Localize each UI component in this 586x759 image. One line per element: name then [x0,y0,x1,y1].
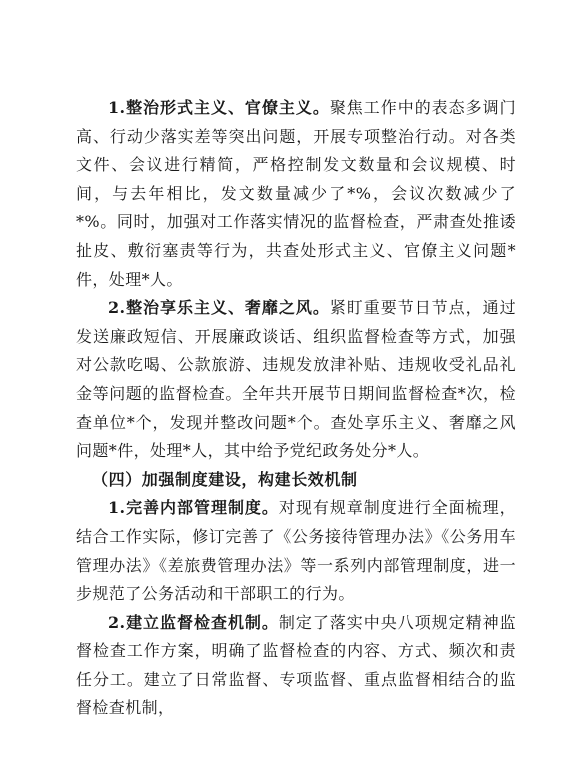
paragraph-hedonism [76,294,516,466]
paragraph-internal-management [76,494,516,608]
paragraph-heading: 1.完善内部管理制度。 [108,498,279,518]
paragraph-body: 对现有规章制度进行全面梳理，结合工作实际，修订完善了《公务接待管理办法》《公务用车管理办法》《差旅费管理办法》等一系列内部管理制度，进一步规范了公务活动和干部职工的行为。 [76,498,516,604]
paragraph-heading: 2.整治享乐主义、奢靡之风。 [108,298,330,318]
paragraph-heading: 1.整治形式主义、官僚主义。 [108,98,330,117]
paragraph-formalism [76,94,516,294]
document-page [76,94,516,723]
paragraph-body: 聚焦工作中的表态多调门高、行动少落实差等突出问题，开展专项整治行动。对各类文件、会议进行精简，严格控制发文数量和会议规模、时间，与去年相比，发文数量减少了*%，会议次数减少了*%。同时，加强对工作落实情况的监督检查，严肃查处推诿扯皮、敷衍塞责等行为，共查处形式主义、官僚主义问题*件，处理*人。 [76,98,516,289]
paragraph-supervision-mechanism [76,609,516,723]
paragraph-body: 紧盯重要节日节点，通过发送廉政短信、开展廉政谈话、组织监督检查等方式，加强对公款吃喝、公款旅游、违规发放津补贴、违规收受礼品礼金等问题的监督检查。全年共开展节日期间监督检查*次，检查单位*个，发现并整改问题*个。查处享乐主义、奢靡之风问题*件，处理*人，其中给予党纪政务处分*人。 [76,298,516,461]
paragraph-heading: 2.建立监督检查机制。 [108,612,279,632]
paragraph-body: 制定了落实中央八项规定精神监督检查工作方案，明确了监督检查的内容、方式、频次和责任分工。建立了日常监督、专项监督、重点监督相结合的监督检查机制， [76,612,516,718]
section-heading: （四）加强制度建设，构建长效机制 [92,469,358,489]
